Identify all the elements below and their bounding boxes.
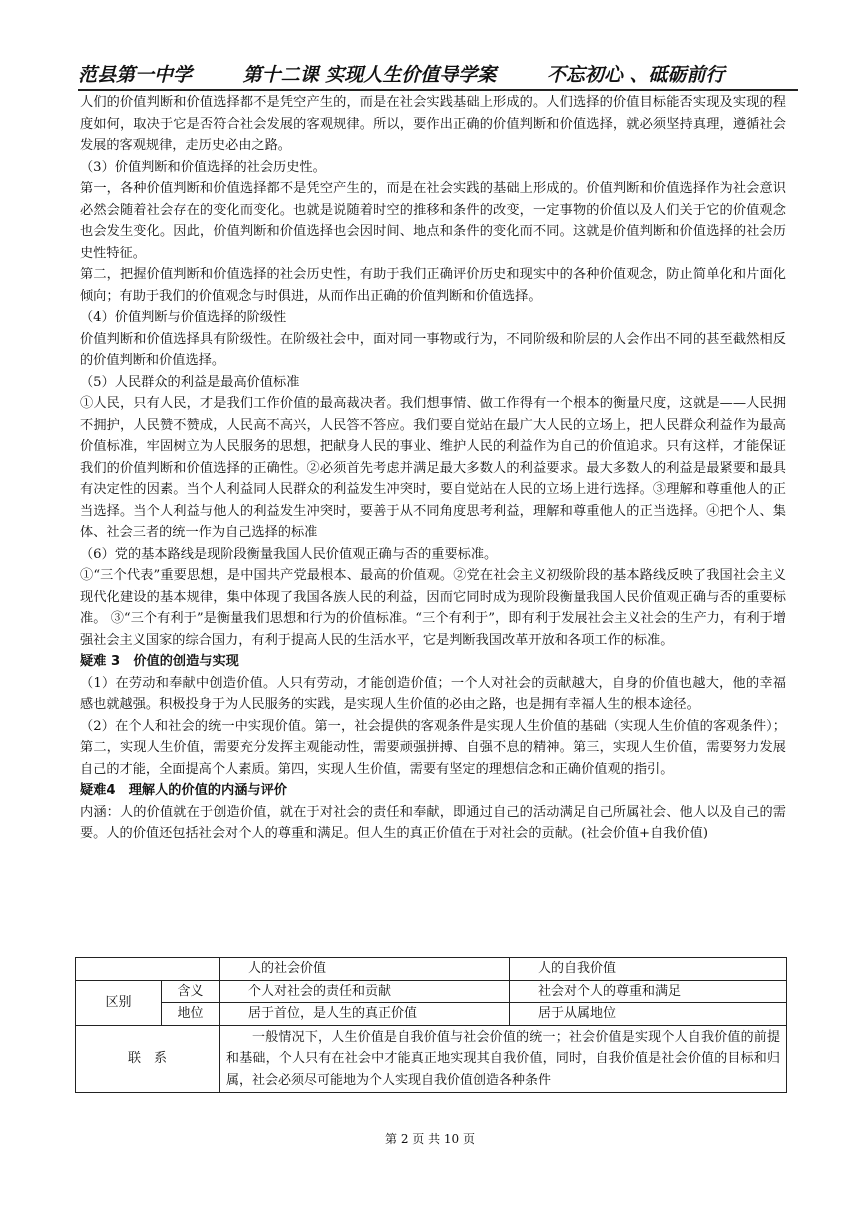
header-cell: 人的自我价值 — [510, 958, 787, 981]
page-number: 第 2 页 共 10 页 — [385, 1132, 475, 1146]
paragraph: 人们的价值判断和价值选择都不是凭空产生的，而是在社会实践基础上形成的。人们选择的价值目标能否实现及实现的程度如何，取决于它是否符合社会发展的客观规律。所以，要作出正确的价值判断和价值选择，就必须坚持真理，遵循社会发展的客观规律，走历史必由之路。 — [80, 95, 786, 153]
paragraph: （2）在个人和社会的统一中实现价值。第一，社会提供的客观条件是实现人生价值的基础（实现人生价值的客观条件）；第二，实现人生价值，需要充分发挥主观能动性，需要顽强拼搏、自强不息的精神。第三，实现人生价值，需要努力发展自己的才能，全面提高个人素质。第四，实现人生价值，需要有坚定的理想信念和正确价值观的指引。 — [80, 718, 786, 777]
paragraph: ①“三个代表”重要思想，是中国共产党最根本、最高的价值观。②党在社会主义初级阶段的基本路线反映了我国社会主义现代化建设的基本规律，集中体现了我国各族人民的利益，因而它同时成为现阶段衡量我国人民价值观正确与否的重要标准。 ③“三个有利于”是衡量我们思想和行为的价值标准。“三个有利于”，即有利于发展社会主义社会的生产力，有利于增强社会主义国家的综合国力，有利于提高人民的生活水平，它是判断我国改革开放和各项工作的标准。 — [80, 568, 786, 648]
value-comparison-table — [75, 957, 787, 1093]
table-row — [76, 1025, 787, 1093]
row-label: 含义 — [162, 980, 220, 1003]
header-cell: 人的社会价值 — [220, 958, 510, 981]
paragraph: ①人民，只有人民，才是我们工作价值的最高裁决者。我们想事情、做工作得有一个根本的衡量尺度，这就是——人民拥不拥护，人民赞不赞成，人民高不高兴，人民答不答应。我们要自觉站在最广大人民的立场上，把人民群众利益作为最高价值标准，牢固树立为人民服务的思想，把献身人民的事业、维护人民的利益作为自己的价值追求。只有这样，才能保证我们的价值判断和价值选择的正确性。②必须首先考虑并满足最大多数人的利益要求。最大多数人的利益是最紧要和最具有决定性的因素。当个人利益同人民群众的利益发生冲突时，要自觉站在人民的立场上进行选择。③理解和尊重他人的正当选择。当个人利益与他人的利益发生冲突时，要善于从不同角度思考利益，理解和尊重他人的正当选择。④把个人、集体、社会三者的统一作为自己选择的标准 — [80, 396, 786, 540]
table-row — [76, 958, 787, 981]
section-subheading: （3）价值判断和价值选择的社会历史性。 — [80, 159, 326, 175]
page-header — [78, 60, 798, 91]
table-row — [76, 1003, 787, 1026]
table-cell: 居于首位，是人生的真正价值 — [220, 1003, 510, 1026]
difficulty-heading: 疑难 3 价值的创造与实现 — [80, 654, 239, 669]
document-body — [80, 92, 786, 845]
paragraph: （1）在劳动和奉献中创造价值。人只有劳动，才能创造价值；一个人对社会的贡献越大，自身的价值也越大，他的幸福感也就越强。积极投身于为人民服务的实践，是实现人生价值的必由之路，也是拥有幸福人生的根本途径。 — [80, 675, 786, 712]
paragraph: 第一，各种价值判断和价值选择都不是凭空产生的，而是在社会实践的基础上形成的。价值判断和价值选择作为社会意识必然会随着社会存在的变化而变化。也就是说随着时空的推移和条件的改变，一定事物的价值以及人们关于它的价值观念也会发生变化。因此，价值判断和价值选择也会因时间、地点和条件的变化而不同。这就是价值判断和价值选择的社会历史性特征。 — [80, 181, 786, 261]
row-group-label: 区别 — [76, 980, 162, 1025]
table-cell: 一般情况下，人生价值是自我价值与社会价值的统一；社会价值是实现个人自我价值的前提和基础，个人只有在社会中才能真正地实现其自我价值，同时，自我价值是社会价值的目标和归属，社会必须尽可能地为个人实现自我价值创造各种条件 — [220, 1025, 787, 1093]
section-subheading: （5）人民群众的利益是最高价值标准 — [80, 374, 300, 390]
table-cell: 居于从属地位 — [510, 1003, 787, 1026]
row-label: 地位 — [162, 1003, 220, 1026]
table-row — [76, 980, 787, 1003]
table-cell: 个人对社会的责任和贡献 — [220, 980, 510, 1003]
row-group-label: 联 系 — [76, 1025, 220, 1093]
section-subheading: （6）党的基本路线是现阶段衡量我国人民价值观正确与否的重要标准。 — [80, 546, 498, 562]
table-cell: 社会对个人的尊重和满足 — [510, 980, 787, 1003]
paragraph: 第二，把握价值判断和价值选择的社会历史性，有助于我们正确评价历史和现实中的各种价值观念，防止简单化和片面化倾向；有助于我们的价值观念与时俱进，从而作出正确的价值判断和价值选择。 — [80, 267, 786, 304]
header-lesson: 第十二课 实现人生价值导学案 — [242, 64, 497, 86]
paragraph: 内涵：人的价值就在于创造价值，就在于对社会的责任和奉献，即通过自己的活动满足自己所属社会、他人以及自己的需要。人的价值还包括社会对个人的尊重和满足。但人生的真正价值在于对社会的贡献。(社会价值+自我价值) — [80, 804, 786, 841]
paragraph: 价值判断和价值选择具有阶级性。在阶级社会中，面对同一事物或行为，不同阶级和阶层的人会作出不同的甚至截然相反的价值判断和价值选择。 — [80, 331, 786, 368]
header-school: 范县第一中学 — [78, 64, 193, 86]
header-motto: 不忘初心 、砥砺前行 — [546, 64, 725, 86]
difficulty-heading: 疑难4 理解人的价值的内涵与评价 — [80, 783, 287, 798]
section-subheading: （4）价值判断与价值选择的阶级性 — [80, 310, 287, 325]
table-corner-cell — [76, 958, 220, 981]
